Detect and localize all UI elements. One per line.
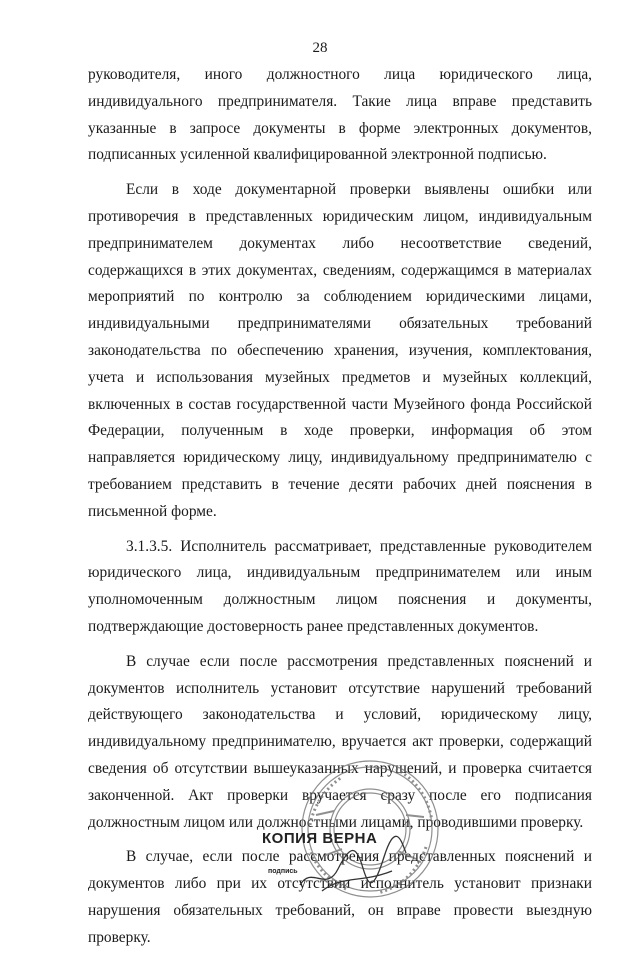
page-number: 28: [312, 40, 328, 56]
paragraph: В случае если после рассмотрения представленных пояснений и документов исполнитель установит отсутствие нарушений требований действующего законодательства и условий, юридическому лицу, индивидуальному предпринимателю, вручается акт проверки, содержащий сведения об отсутствии вышеуказанных нарушений, и проверка считается законченной. Акт проверки вручается сразу после его подписания должностным лицом или должностными лицами, проводившими проверку.: [88, 652, 592, 831]
document-body: [88, 62, 592, 960]
paragraph: 3.1.3.5. Исполнитель рассматривает, представленные руководителем юридического лица, индивидуальным предпринимателем или иным уполномоченным должностным лицом пояснения и документы, подтверждающие достоверность ранее представленных документов.: [88, 537, 592, 635]
signature-label: подпись: [268, 868, 298, 875]
paragraph-continuation: руководителя, иного должностного лица юридического лица, индивидуального предпринимателя. Такие лица вправе представить указанные в запросе документы в форме электронных документов, подписанных усиленной квалифицированной электронной подписью.: [88, 66, 592, 164]
copy-certified-label: КОПИЯ ВЕРНА: [262, 830, 378, 847]
paragraph: Если в ходе документарной проверки выявлены ошибки или противоречия в представленных юридическим лицом, индивидуальным предпринимателем документах либо несоответствие сведений, содержащихся в этих документах, сведениям, содержащимся в материалах мероприятий по контролю за соблюдением юридическими лицами, индивидуальными предпринимателями обязательных требований законодательства по обеспечению хранения, изучения, комплектования, учета и использования музейных предметов и музейных коллекций, включенных в состав государственной части Музейного фонда Российской Федерации, полученным в ходе проверки, информация об этом направляется юридическому лицу, индивидуальному предпринимателю с требованием представить в течение десяти рабочих дней пояснения в письменной форме.: [88, 181, 592, 520]
paragraph: В случае, если после рассмотрения представленных пояснений и документов либо при их отсутствии исполнитель установит признаки нарушения обязательных требований, он вправе провести выездную проверку.: [88, 848, 592, 946]
